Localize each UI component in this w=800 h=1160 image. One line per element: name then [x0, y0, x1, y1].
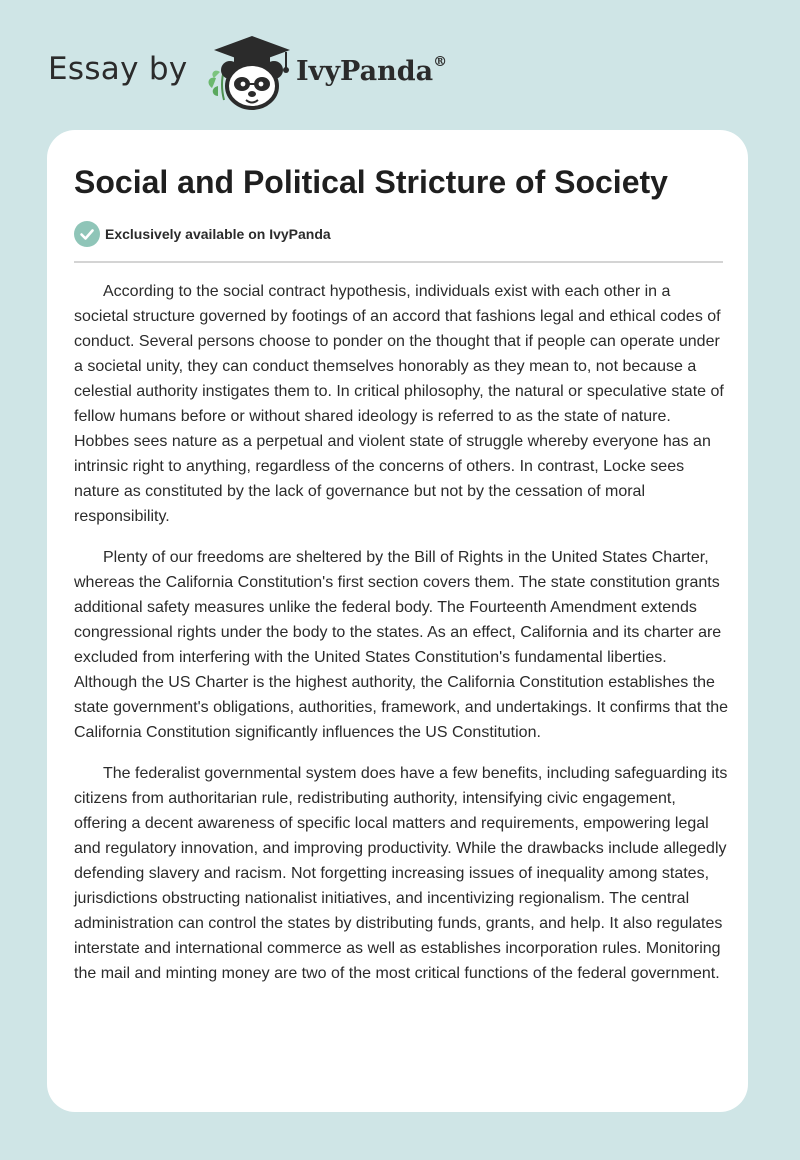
essay-by-label: Essay by [48, 51, 188, 87]
paragraph: The federalist governmental system does have a few benefits, including safeguarding its citizens from authoritarian rule, redistributing authority, intensifying civic engagement, offering a decent awareness of specific local matters and requirements, empowering legal and regulatory innovation, and improving productivity. While the drawbacks include allegedly defending slavery and racism. Not forgetting increasing issues of inequality among states, jurisdictions obstructing nationalist initiatives, and incentivizing regionalism. The central administration can control the states by distributing funds, grants, and help. It also regulates interstate and international commerce as well as establishes incorporation rules. Monitoring the mail and minting money are two of the most critical functions of the federal government. [74, 765, 728, 982]
exclusive-badge [74, 221, 331, 247]
badge-label: Exclusively available on IvyPanda [105, 226, 331, 242]
essay-body [74, 279, 729, 1002]
site-header [48, 30, 508, 110]
check-circle-icon [74, 221, 100, 247]
essay-card [47, 130, 748, 1112]
essay-title: Social and Political Stricture of Society [74, 164, 668, 200]
paragraph: According to the social contract hypothesis, individuals exist with each other in a societal structure governed by footings of an accord that fashions legal and ethical codes of conduct. Several persons choose to ponder on the thought that if people can operate under a societal unity, they can conduct themselves honorably as they mean to, not because a celestial authority instigates them to. In critical philosophy, the natural or speculative state of fellow humans before or without shared ideology is referred to as the state of nature. Hobbes sees nature as a perpetual and violent state of struggle whereby everyone has an intrinsic right to anything, regardless of the concerns of others. In contrast, Locke sees nature as constituted by the lack of governance but not by the cessation of moral responsibility. [74, 283, 724, 525]
brand-name[interactable]: IvyPanda® [296, 54, 448, 87]
paragraph: Plenty of our freedoms are sheltered by the Bill of Rights in the United States Charter, whereas the California Constitution's first section covers them. The state constitution grants additional safety measures unlike the federal body. The Fourteenth Amendment extends congressional rights under the body to the states. As an effect, California and its charter are excluded from interfering with the United States Constitution's fundamental liberties. Although the US Charter is the highest authority, the California Constitution establishes the state government's obligations, authorities, framework, and undertakings. It confirms that the California Constitution significantly influences the US Constitution. [74, 549, 729, 741]
divider [74, 261, 723, 263]
panda-graduate-logo-icon[interactable] [202, 34, 292, 112]
